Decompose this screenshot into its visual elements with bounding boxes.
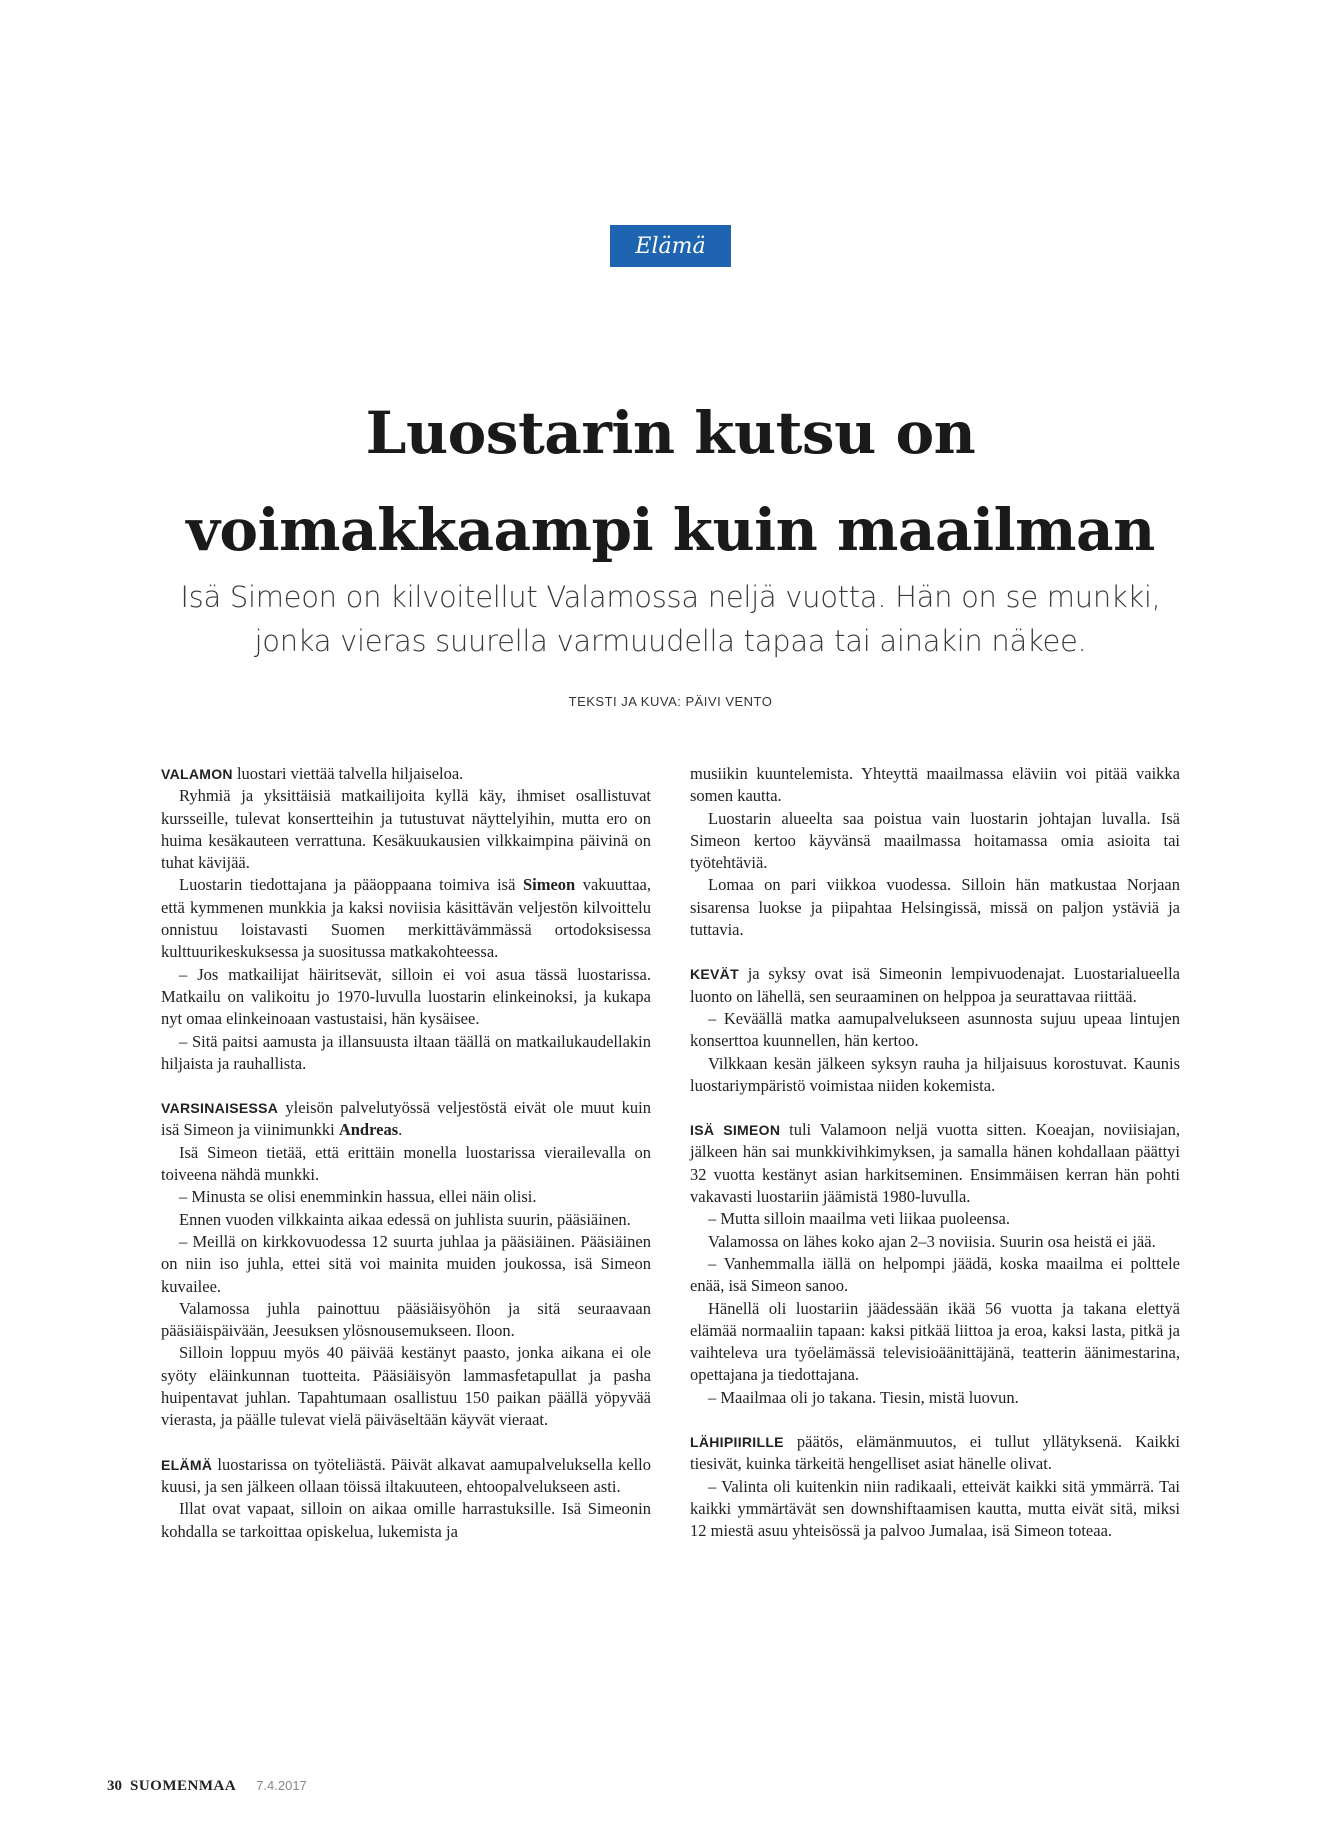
- paragraph-text: yleisön palvelutyössä veljestöstä eivät ole muut kuin isä Simeon ja viinimunkki: [161, 1098, 651, 1140]
- paragraph: Isä Simeon tietää, että erittäin monella luostarissa vierailevalla on toiveena nähdä munkki.: [161, 1142, 651, 1185]
- paragraph-text: luostari viettää talvella hiljaiseloa.: [232, 764, 464, 783]
- paragraph-text: tuli Valamoon neljä vuotta sitten. Koeajan, noviisiajan, jälkeen hän sai munkkivihkimyksen, ja samalla hänen kohdallaan päättyi 32 vuotta kestänyt asian harkitseminen. Ensimmäisen kerran hän pohti vakavasti luostariin jäämistä 1980-luvulla.: [690, 1120, 1180, 1207]
- paragraph: Vilkkaan kesän jälkeen syksyn rauha ja hiljaisuus korostuvat. Kaunis luostariympäristö voimistaa niiden kokemista.: [690, 1053, 1180, 1095]
- paragraph-text: vakuuttaa, että kymmenen munkkia ja kaksi noviisia käsittävän veljestön kilvoittelu onnistuu loistavasti Suomen merkittävämmässä ortodoksisessa kulttuurikeskuksessa ja suositussa matkakohteessa.: [161, 875, 652, 962]
- paragraph: [690, 963, 1180, 1008]
- paragraph: – Jos matkailijat häiritsevät, silloin ei voi asua tässä luostarissa. Matkailu on valikoitu jo 1970-luvulla luostarin elinkeinoksi, ja kukapa nyt omaa elinkeinoaan vastustaisi, hän kysäisee.: [161, 964, 651, 1029]
- paragraph-text: luostarissa on työteliästä. Päivät alkavat aamupalveluksella kello kuusi, ja sen jälkeen ollaan töissä iltakuuteen, ehtoopalvelukseen asti.: [161, 1454, 651, 1496]
- lead-paragraph: [0, 575, 1341, 663]
- paragraph: Lomaa on pari viikkoa vuodessa. Silloin hän matkustaa Norjaan sisarensa luokse ja piipahtaa Helsingissä, missä on paljon ystäviä ja tuttavia.: [690, 875, 1180, 940]
- paragraph: Illat ovat vapaat, silloin on aikaa omille harrastuksille. Isä Simeonin kohdalla se tarkoittaa opiskelua, lukemista ja: [161, 1499, 651, 1541]
- page-number: 30: [107, 1778, 122, 1794]
- paragraph: – Minusta se olisi enemminkin hassua, ellei näin olisi.: [179, 1187, 537, 1207]
- paragraph-kicker: ISÄ SIMEON: [690, 1122, 781, 1139]
- page-footer: [107, 1778, 307, 1795]
- lead-line-2: jonka vieras suurella varmuudella tapaa tai ainakin näkee.: [254, 624, 1087, 658]
- paragraph: [690, 1431, 1180, 1476]
- paragraph-text: ja syksy ovat isä Simeonin lempivuodenajat. Luostarialueella luonto on lähellä, sen seuraaminen on helppoa ja seurattavaa riittää.: [690, 964, 1180, 1006]
- paragraph: – Maailmaa oli jo takana. Tiesin, mistä luovun.: [708, 1387, 1019, 1407]
- paragraph: Hänellä oli luostariin jäädessään ikää 56 vuotta ja takana elettyä elämää normaaliin tapaan: kaksi pitkää liittoa ja eroa, kaksi lasta, pitkä ja vaihteleva ura työelämässä televisioäänittäjänä, teatterin äänimestarina, opettajana ja tiedottajana.: [690, 1298, 1180, 1385]
- paragraph: [161, 874, 651, 963]
- paragraph: [161, 1454, 651, 1499]
- article-column-left: [161, 763, 651, 1543]
- paragraph: Valamossa on lähes koko ajan 2–3 noviisia. Suurin osa heistä ei jää.: [708, 1231, 1156, 1251]
- paragraph: – Mutta silloin maailma veti liikaa puoleensa.: [708, 1209, 1010, 1229]
- person-name: Andreas: [338, 1120, 399, 1140]
- paragraph-kicker: VARSINAISESSA: [161, 1100, 279, 1117]
- headline-line-1: Luostarin kutsu on: [365, 399, 976, 467]
- paragraph-text: päätös, elämänmuutos, ei tullut yllätyksenä. Kaikki tiesivät, kuinka tärkeitä hengelliset asiat hänelle olivat.: [690, 1432, 1180, 1474]
- article-column-right: [690, 763, 1180, 1543]
- headline: [0, 385, 1341, 579]
- byline: TEKSTI JA KUVA: PÄIVI VENTO: [568, 694, 773, 709]
- paragraph: Luostarin alueelta saa poistua vain luostarin johtajan luvalla. Isä Simeon kertoo käyvänsä maailmassa hoitamassa omia asioita tai työtehtäviä.: [690, 808, 1180, 873]
- section-tag: Elämä: [610, 225, 731, 267]
- issue-date: 7.4.2017: [256, 1778, 307, 1793]
- paragraph-kicker: KEVÄT: [690, 966, 739, 983]
- paragraph: – Meillä on kirkkovuodessa 12 suurta juhlaa ja pääsiäinen. Pääsiäinen on niin iso juhla, ettei sitä voi mainita muiden joukossa, isä Simeon kuvailee.: [161, 1231, 651, 1296]
- paragraph-kicker: LÄHIPIIRILLE: [690, 1434, 784, 1451]
- paragraph-kicker: ELÄMÄ: [161, 1456, 213, 1473]
- paragraph: musiikin kuuntelemista. Yhteyttä maailmassa eläviin voi pitää vaikka somen kautta.: [690, 764, 1180, 806]
- person-name: Simeon: [522, 875, 576, 895]
- headline-line-2: voimakkaampi kuin maailman: [186, 496, 1155, 564]
- paragraph: Ryhmiä ja yksittäisiä matkailijoita kyllä käy, ihmiset osallistuvat kursseille, tulevat konsertteihin ja tutustuvat näyttelyihin, mutta ero on huima kesäkauteen verrattuna. Kesäkuukausien vilkkaimpina päivinä on tuhat kävijää.: [161, 786, 651, 873]
- paragraph-text: Luostarin tiedottajana ja pääoppaana toimiva isä: [179, 875, 523, 895]
- paragraph-text: .: [398, 1120, 403, 1140]
- paragraph: Silloin loppuu myös 40 päivää kestänyt paasto, jonka aikana ei ole syöty eläinkunnan tuotteita. Pääsiäisyön lammasfetapullat ja pasha huipentavat juhlan. Tapahtumaan osallistuu 150 paikan päällä yöpyvää vierasta, ja päälle tulevat vielä päiväseltään käyvät vieraat.: [161, 1343, 651, 1430]
- paragraph: [690, 1119, 1180, 1208]
- paragraph: Valamossa juhla painottuu pääsiäisyöhön ja sitä seuraavaan pääsiäispäivään, Jeesuksen ylösnousemukseen. Iloon.: [161, 1298, 651, 1341]
- paragraph: – Valinta oli kuitenkin niin radikaali, etteivät kaikki sitä ymmärrä. Tai kaikki ymmärtävät sen downshiftaamisen kautta, mutta eivät sitä, miksi 12 miestä asuu yhteisössä ja palvoo Jumalaa, isä Simeon toteaa.: [690, 1476, 1180, 1541]
- paragraph: – Vanhemmalla iällä on helpompi jäädä, koska maailma ei polttele enää, isä Simeon sanoo.: [690, 1253, 1180, 1296]
- paragraph: – Keväällä matka aamupalvelukseen asunnosta sujuu upeaa lintujen konserttoa kuunnellen, hän kertoo.: [690, 1008, 1180, 1051]
- lead-line-1: Isä Simeon on kilvoitellut Valamossa neljä vuotta. Hän on se munkki,: [180, 580, 1161, 614]
- magazine-name: SUOMENMAA: [130, 1778, 237, 1794]
- paragraph: [161, 1097, 651, 1142]
- paragraph-kicker: VALAMON: [161, 766, 233, 782]
- paragraph: Ennen vuoden vilkkainta aikaa edessä on juhlista suurin, pääsiäinen.: [179, 1209, 631, 1229]
- paragraph: [161, 763, 651, 785]
- paragraph: – Sitä paitsi aamusta ja illansuusta iltaan täällä on matkailukaudellakin hiljaista ja rauhallista.: [161, 1031, 651, 1073]
